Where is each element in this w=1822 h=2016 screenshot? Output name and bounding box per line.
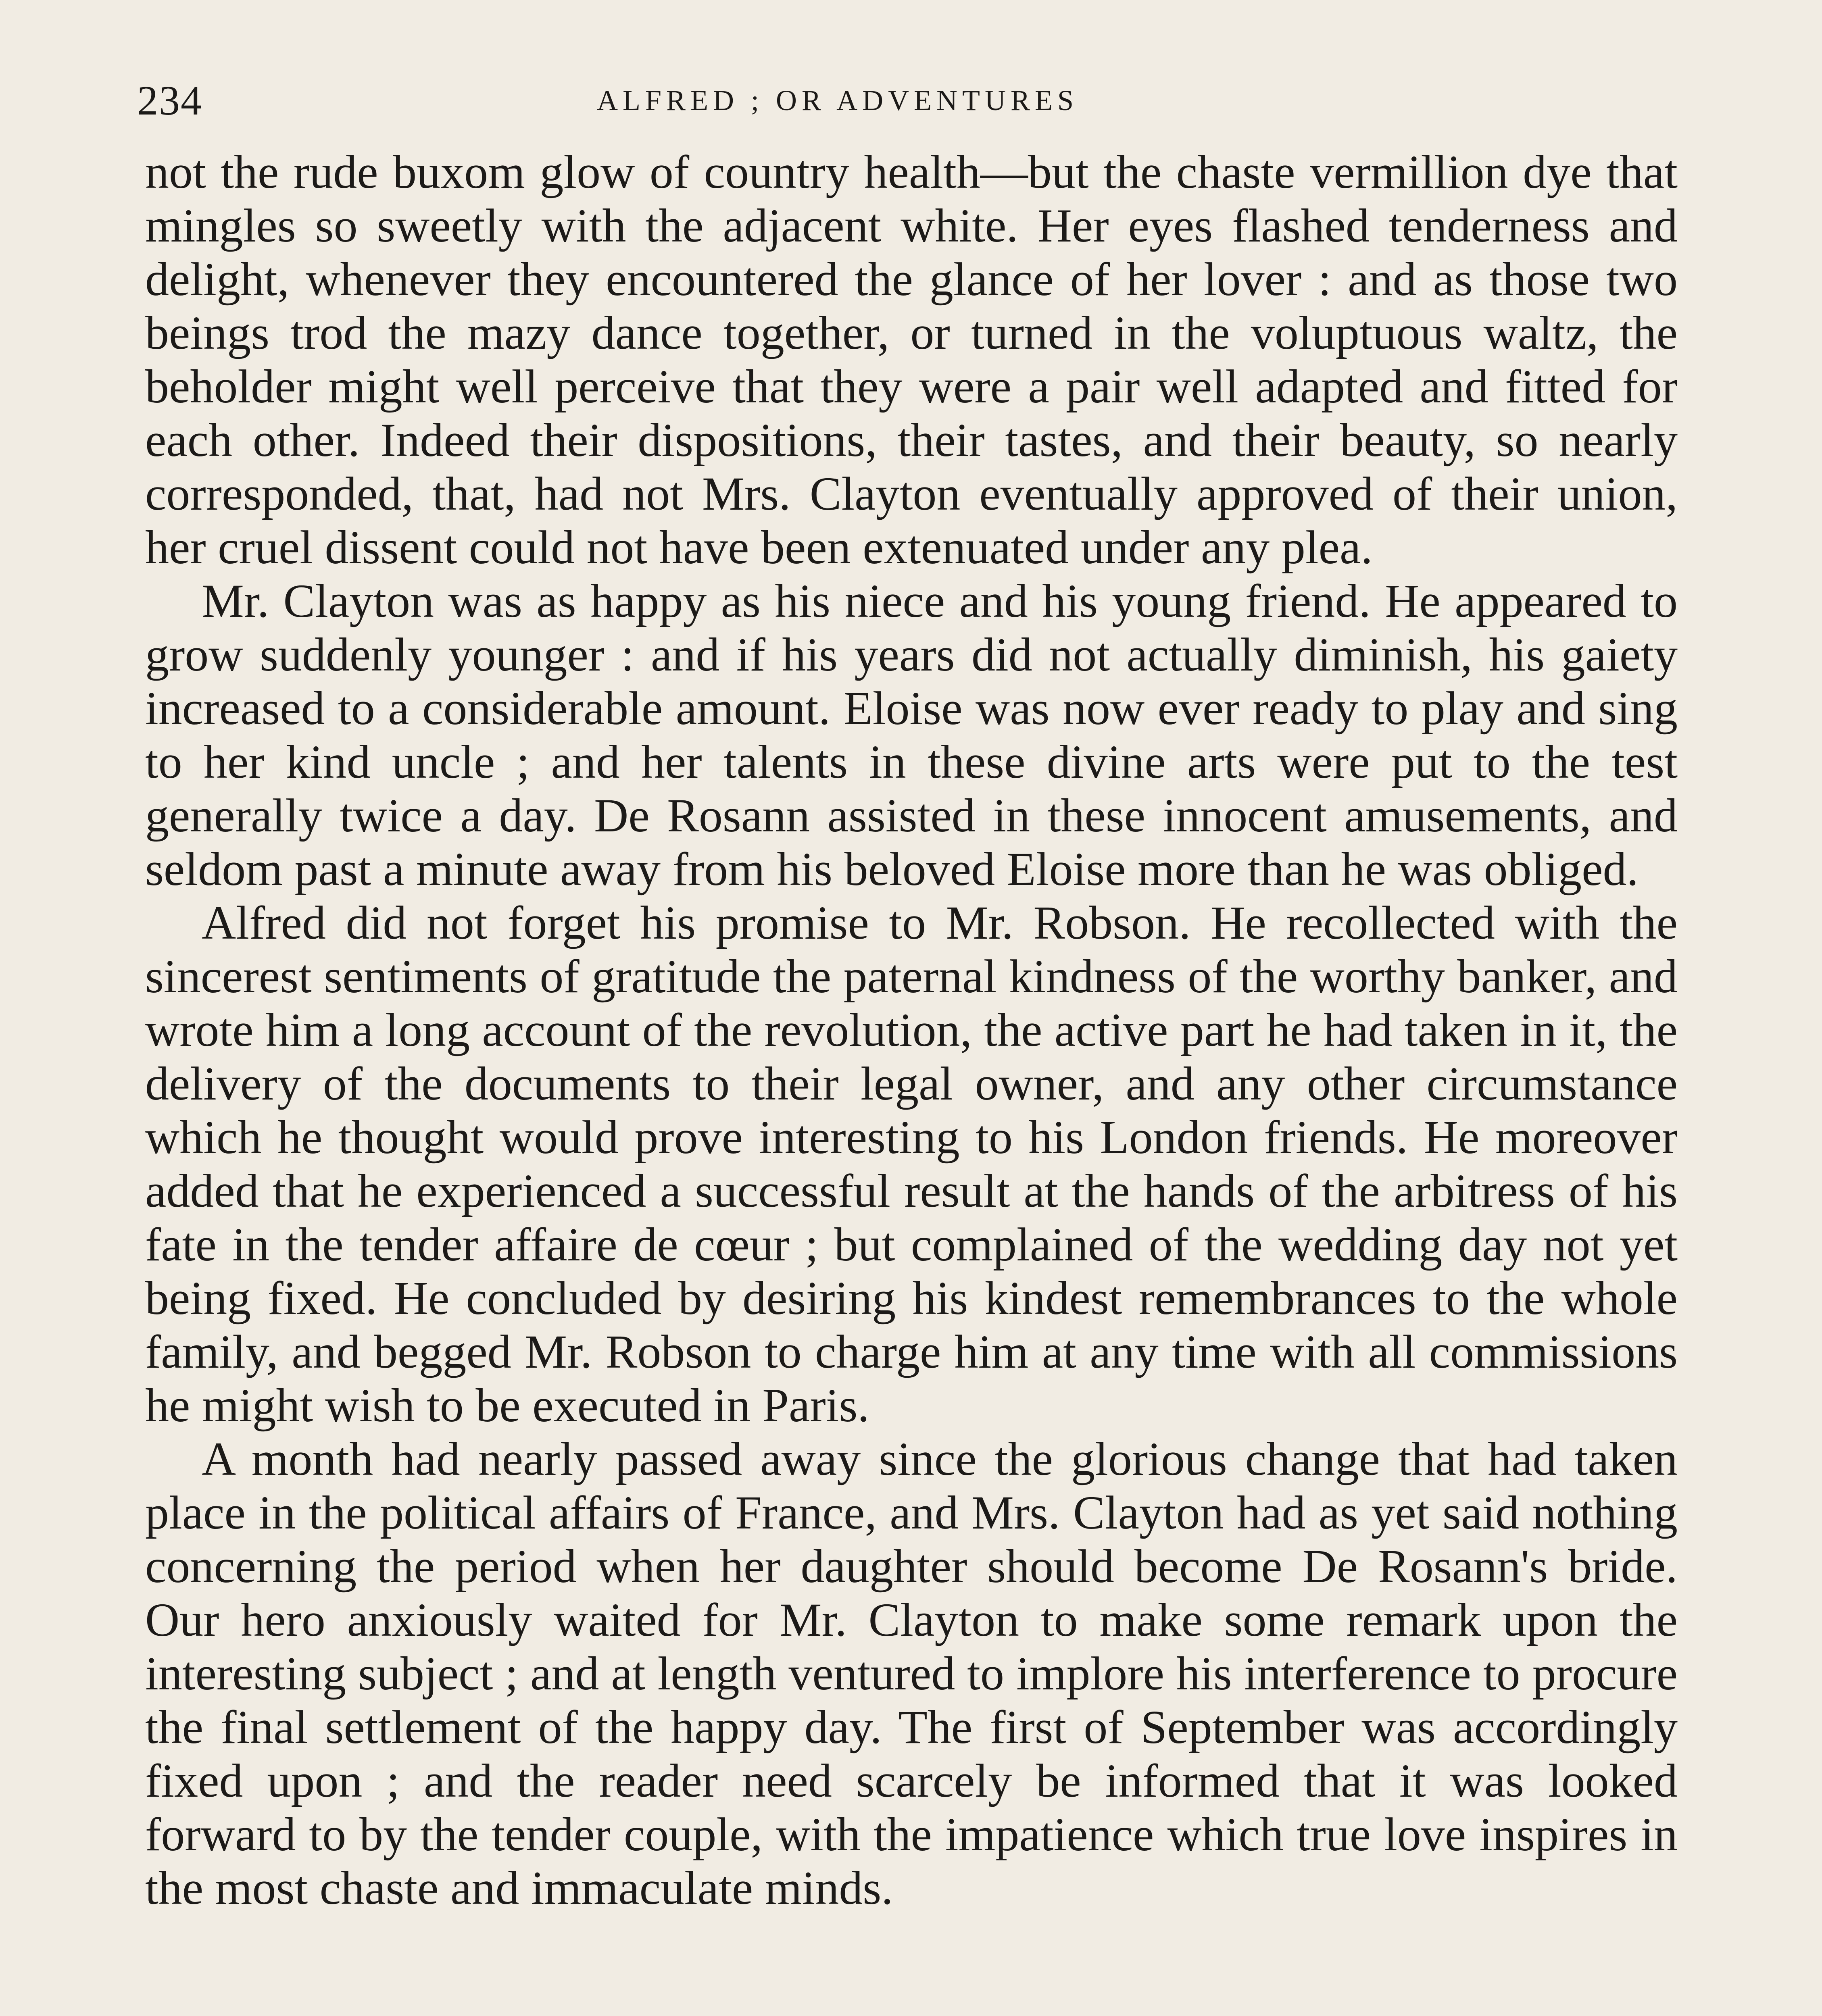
paragraph: Alfred did not forget his promise to Mr. Robson. He recollected with the sincerest sentiments of gratitude the paternal kindness of the worthy banker, and wrote him a long account of the revolution, the active part he had taken in it, the delivery of the documents to their legal owner, and any other circumstance which he thought would prove interesting to his London friends. He moreover added that he experienced a successful result at the hands of the arbitress of his fate in the tender affaire de cœur ; but complained of the wedding day not yet being fixed. He concluded by desiring his kindest remembrances to the whole family, and begged Mr. Robson to charge him at any time with all commissions he might wish to be executed in Paris.	[145, 896, 1678, 1432]
paragraph: Mr. Clayton was as happy as his niece and his young friend. He appeared to grow suddenly younger : and if his years did not actually diminish, his gaiety increased to a considerable amount. Eloise was now ever ready to play and sing to her kind uncle ; and her talents in these divine arts were put to the test generally twice a day. De Rosann assisted in these innocent amusements, and seldom past a minute away from his beloved Eloise more than he was obliged.	[145, 575, 1678, 896]
page-header	[137, 77, 1686, 141]
paragraph: not the rude buxom glow of country health—but the chaste vermillion dye that mingles so sweetly with the adjacent white. Her eyes flashed tenderness and delight, whenever they encountered the glance of her lover : and as those two beings trod the mazy dance together, or turned in the voluptuous waltz, the beholder might well perceive that they were a pair well adapted and fitted for each other. Indeed their dispositions, their tastes, and their beauty, so nearly corresponded, that, had not Mrs. Clayton eventually approved of their union, her cruel dissent could not have been extenuated under any plea.	[145, 146, 1678, 574]
page-number: 234	[137, 77, 202, 124]
body-text	[145, 145, 1678, 1915]
paragraph: A month had nearly passed away since the glorious change that had taken place in the political affairs of France, and Mrs. Clayton had as yet said nothing concerning the period when her daughter should become De Rosann's bride. Our hero anxiously waited for Mr. Clayton to make some remark upon the interesting subject ; and at length ventured to implore his interference to procure the final settlement of the happy day. The first of September was accordingly fixed upon ; and the reader need scarcely be informed that it was looked forward to by the tender couple, with the impatience which true love inspires in the most chaste and immaculate minds.	[145, 1433, 1678, 1914]
running-head: ALFRED ; OR ADVENTURES	[597, 84, 1079, 117]
